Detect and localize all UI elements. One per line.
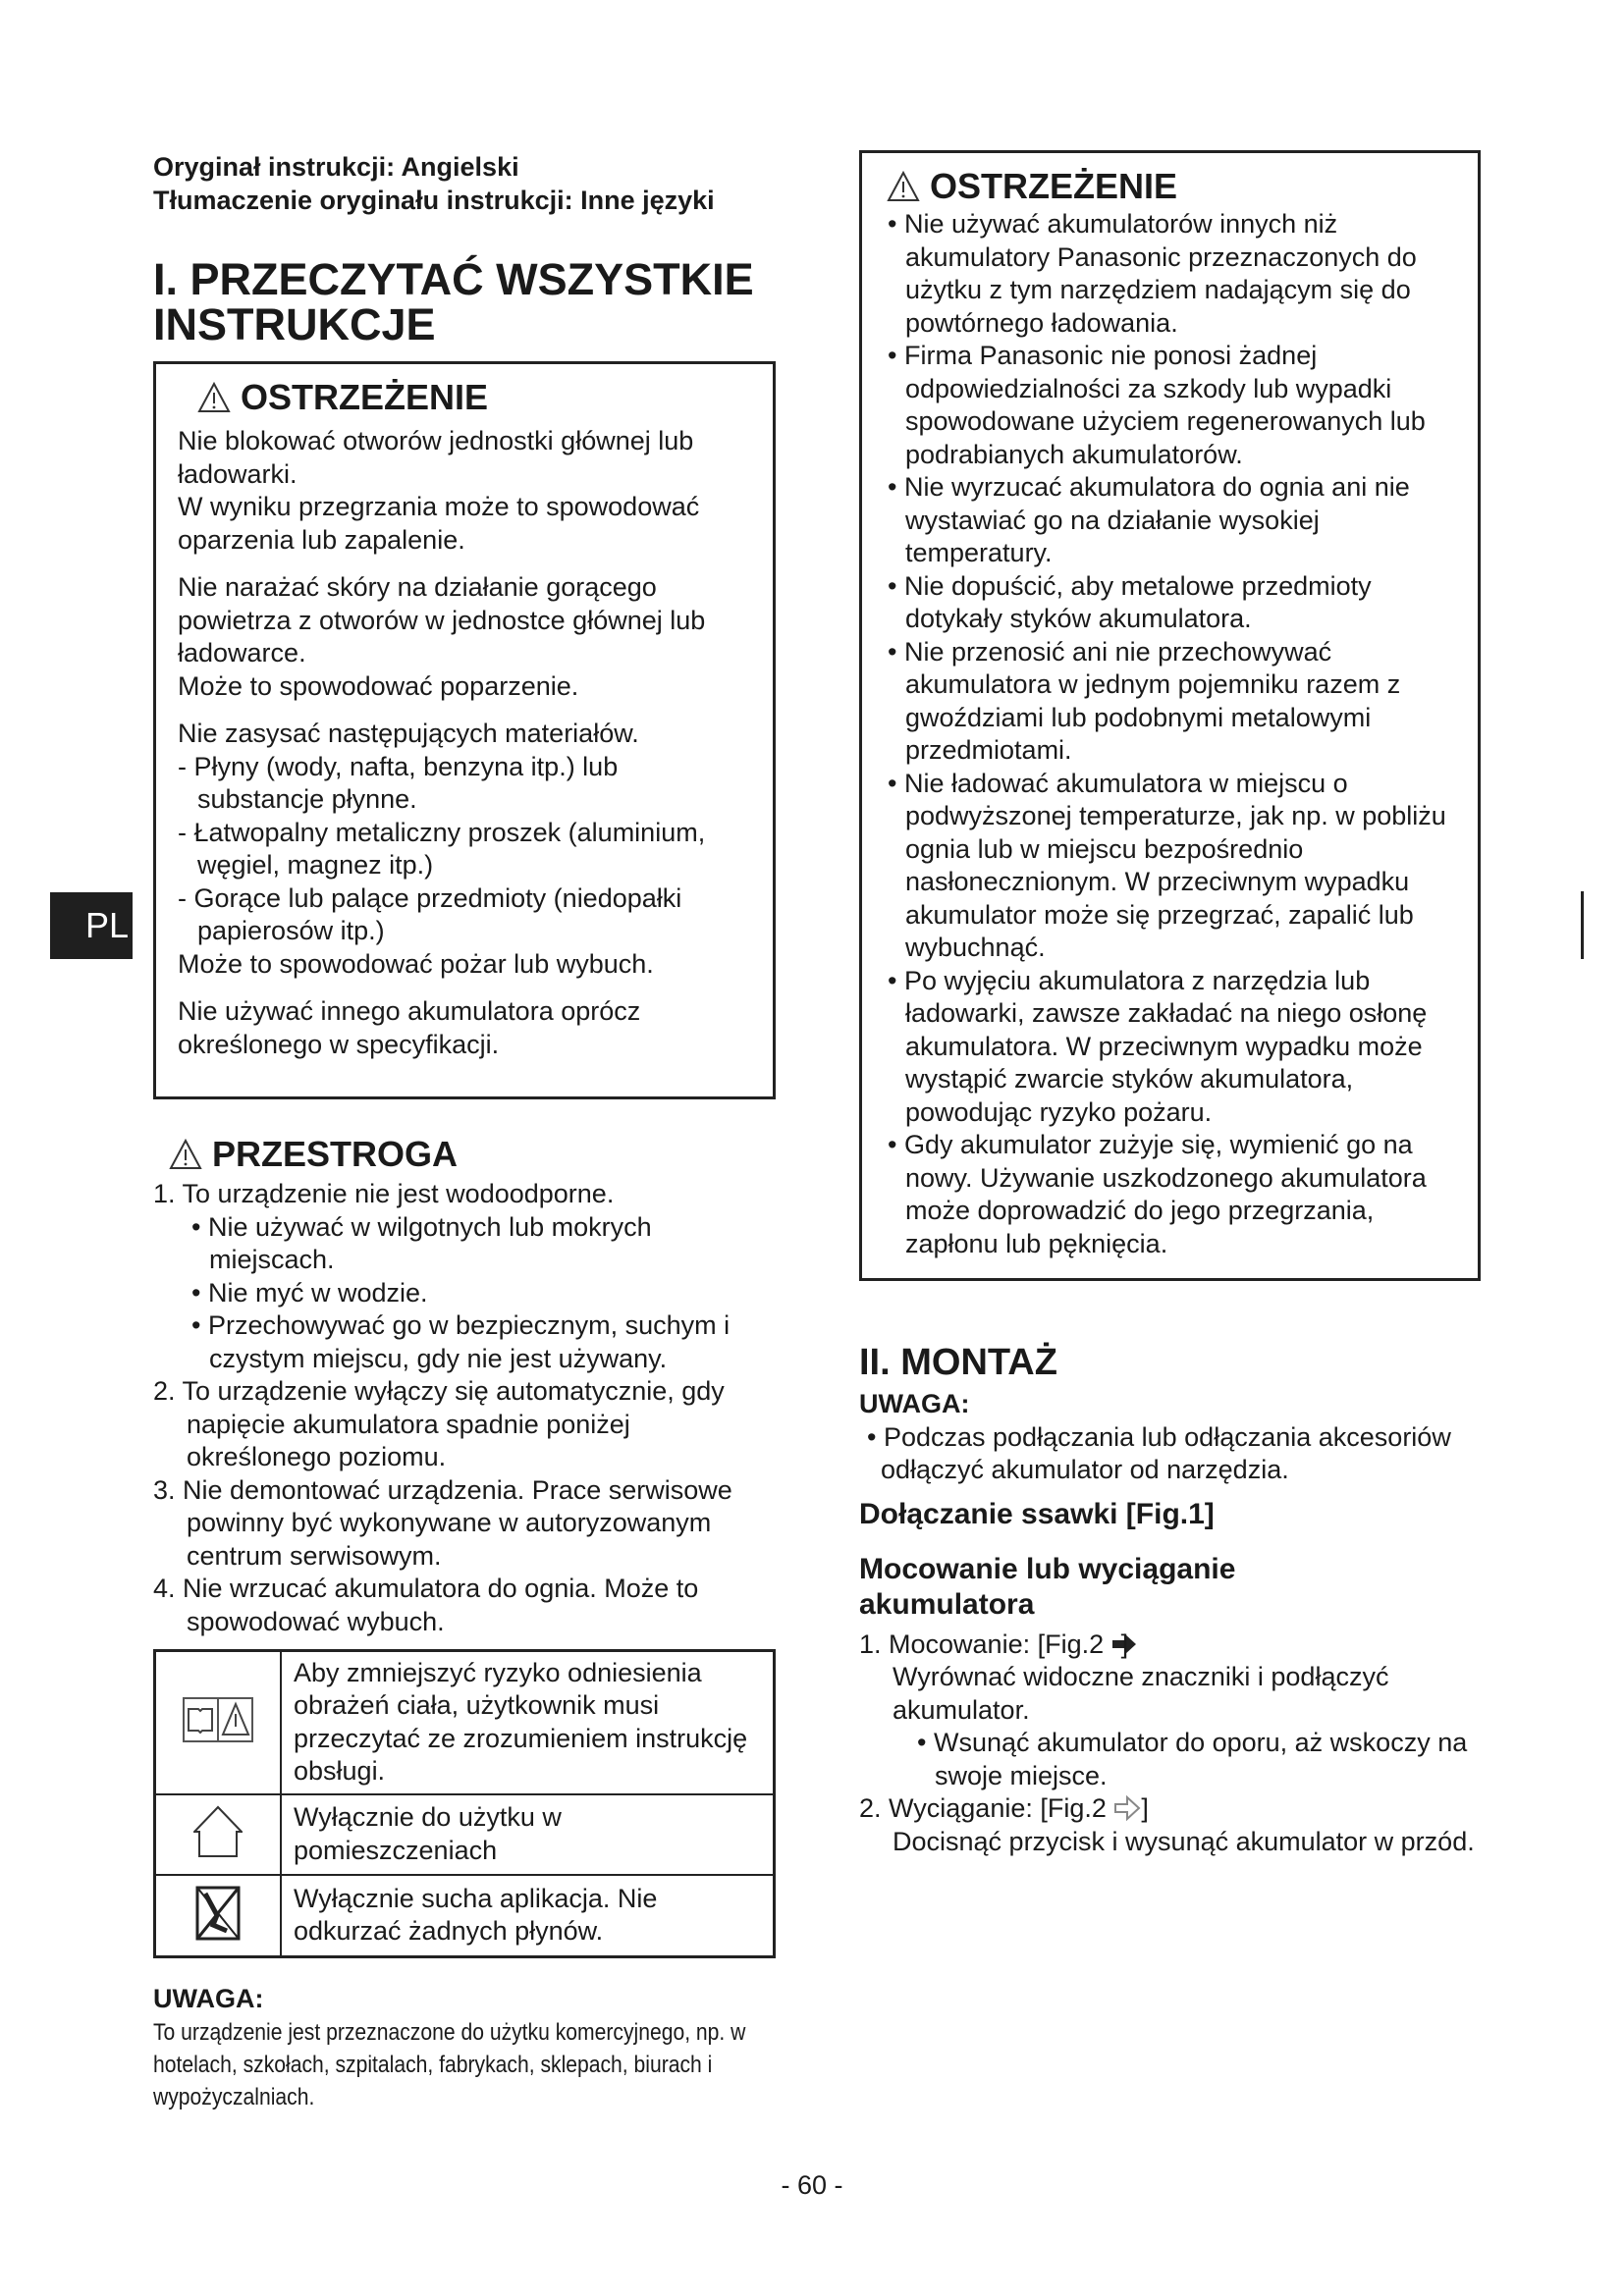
warning-item (872, 570, 1468, 636)
warning-item (872, 208, 1468, 340)
warning-paragraph (178, 718, 751, 981)
bullet: • (888, 209, 904, 239)
warning-line: - Gorące lub palące przedmioty (niedopałki papierosów itp.) (178, 882, 682, 945)
warning-box-left (153, 361, 776, 1099)
bullet: • (888, 570, 904, 601)
warning-item-text: Gdy akumulator zużyje się, wymienić go na nowy. Używanie uszkodzonego akumulatora może doprowadzić do jego przegrzania, zapłonu lub pęknięcia. (903, 1130, 1427, 1258)
warning-triangle-icon (197, 382, 231, 413)
warning-item (872, 1129, 1468, 1260)
symbols-table (153, 1649, 776, 1958)
warning-line: - Płyny (wody, nafta, benzyna itp.) lub substancje płynne. (178, 751, 619, 814)
caution-item: 2. To urządzenie wyłączy się automatycznie, gdy napięcie akumulatora spadnie poniżej określonego poziomu. (153, 1376, 725, 1471)
warning-paragraphs (178, 425, 751, 1061)
symbol-cell (155, 1794, 282, 1875)
assembly-section (859, 1341, 1488, 1858)
bullet: • (888, 636, 904, 667)
warning-line: Nie blokować otworów jednostki głównej lub ładowarki. (178, 426, 694, 489)
section-title: II. MONTAŻ (859, 1342, 1057, 1383)
translation-language: Tłumaczenie oryginału instrukcji: Inne języki (153, 186, 715, 215)
warning-item (872, 965, 1468, 1130)
margin-line (1581, 891, 1584, 959)
step-2-text: Docisnąć przycisk i wysunąć akumulator w przód. (893, 1826, 1475, 1856)
symbol-cell (155, 1651, 282, 1794)
warning-item-text: Nie wyrzucać akumulatora do ognia ani nie wystawiać go na działanie wysokiej temperatury. (903, 472, 1410, 567)
read-manual-warning-icon (183, 1697, 253, 1742)
warning-triangle-icon (169, 1139, 202, 1170)
warning-list (872, 208, 1468, 1260)
step-1: 1. Mocowanie: [Fig.2 ] (859, 1629, 1488, 1662)
language-tab: PL (50, 892, 133, 959)
step-2: 2. Wyciąganie: [Fig.2 ] (859, 1793, 1149, 1823)
subheading-nozzle: Dołączanie ssawki [Fig.1] (859, 1497, 1215, 1530)
no-liquids-icon (195, 1886, 241, 1941)
symbol-description: Wyłącznie sucha aplikacja. Nie odkurzać żadnych płynów. (281, 1875, 775, 1957)
bullet: • (888, 1130, 904, 1159)
indoor-house-icon (193, 1805, 243, 1858)
caution-section (153, 1133, 782, 1638)
warning-paragraph (178, 425, 751, 557)
warning-item (872, 768, 1468, 965)
warning-heading: OSTRZEŻENIE (887, 165, 1468, 208)
warning-heading: OSTRZEŻENIE (197, 376, 751, 419)
caution-heading: PRZESTROGA (169, 1133, 782, 1176)
note-heading: UWAGA: (859, 1389, 970, 1418)
bullet: • (888, 768, 904, 798)
caution-subitem: • Nie myć w wodzie. (191, 1277, 428, 1308)
symbol-description: Wyłącznie do użytku w pomieszczeniach (281, 1794, 775, 1875)
warning-item (872, 636, 1468, 768)
warning-line: Może to spowodować poparzenie. (178, 670, 579, 701)
table-row (155, 1794, 775, 1875)
warning-line: Nie narażać skóry na działanie gorącego powietrza z otworów w jednostce głównej lub ładowarce. (178, 572, 706, 667)
step-1-text: Wyrównać widoczne znaczniki i podłączyć akumulator. (893, 1662, 1389, 1725)
warning-item-text: Nie ładować akumulatora w miejscu o podwyższonej temperaturze, jak np. w pobliżu ognia lub w miejscu bezpośrednio nasłonecznionym. W przeciwnym wypadku akumulator może się przegrzać, zapalić lub wybuchnąć. (903, 768, 1446, 962)
warning-item-text: Po wyjęciu akumulatora z narzędzia lub ładowarki, zawsze zakładać na niego osłonę akumulatora. W przeciwnym wypadku może wystąpić zwarcie styków akumulatora, powodując ryzyko pożaru. (903, 965, 1428, 1127)
symbol-cell (155, 1875, 282, 1957)
symbol-description: Aby zmniejszyć ryzyko odniesienia obrażeń ciała, użytkownik musi przeczytać ze zrozumieniem instrukcję obsługi. (281, 1651, 775, 1794)
bullet: • (888, 965, 904, 995)
caution-subitem: • Nie używać w wilgotnych lub mokrych miejscach. (191, 1211, 652, 1274)
note-left (153, 1983, 860, 2113)
warning-item-text: Nie przenosić ani nie przechowywać akumulatora w jednym pojemniku razem z gwoździami lub podobnymi metalowymi przedmiotami. (903, 636, 1401, 765)
bullet: • (888, 341, 904, 370)
step-1-bullet: • Wsunąć akumulator do oporu, aż wskoczy na swoje miejsce. (917, 1728, 1468, 1790)
table-row (155, 1651, 775, 1794)
outline-arrow-icon (1113, 1795, 1141, 1821)
section-title: I. PRZECZYTAĆ WSZYSTKIE INSTRUKCJE (153, 254, 754, 349)
warning-triangle-icon (887, 171, 920, 202)
note-text: • Podczas podłączania lub odłączania akcesoriów odłączyć akumulator od narzędzia. (867, 1421, 1451, 1484)
caution-item: 1. To urządzenie nie jest wodoodporne. (153, 1179, 615, 1208)
warning-item-text: Firma Panasonic nie ponosi żadnej odpowiedzialności za szkody lub wypadki spowodowane użyciem regenerowanych lub podrabianych akumulatorów. (903, 341, 1426, 469)
caution-item: 4. Nie wrzucać akumulatora do ognia. Może to spowodować wybuch. (153, 1574, 699, 1636)
warning-paragraph (178, 571, 751, 703)
caution-item: 3. Nie demontować urządzenia. Prace serwisowe powinny być wykonywane w autoryzowanym centrum serwisowym. (153, 1474, 732, 1571)
table-row (155, 1875, 775, 1957)
warning-box-right (859, 150, 1481, 1281)
warning-item (872, 471, 1468, 570)
original-language: Oryginał instrukcji: Angielski (153, 152, 519, 182)
warning-line: W wyniku przegrzania może to spowodować oparzenia lub zapalenie. (178, 492, 700, 555)
warning-item-text: Nie używać akumulatorów innych niż akumulatory Panasonic przeznaczonych do użytku z tym narzędziem nadającym się do powtórnego ładowania. (903, 209, 1417, 338)
document-header (153, 150, 715, 217)
note-text: To urządzenie jest przeznaczone do użytku komercyjnego, np. w hotelach, szkołach, szpitalach, fabrykach, sklepach, biurach i wypożyczalniach. (153, 2018, 746, 2110)
warning-line: Nie zasysać następujących materiałów. (178, 719, 639, 748)
caution-subitem: • Przechowywać go w bezpiecznym, suchym i czystym miejscu, gdy nie jest używany. (191, 1310, 731, 1373)
warning-line: Może to spowodować pożar lub wybuch. (178, 948, 654, 979)
caution-list (153, 1178, 782, 1638)
warning-line: Nie używać innego akumulatora oprócz określonego w specyfikacji. (178, 996, 641, 1059)
bullet: • (888, 472, 904, 502)
page-number: - 60 - (781, 2170, 843, 2200)
warning-paragraph (178, 995, 751, 1061)
warning-item (872, 340, 1468, 471)
subheading-battery: Mocowanie lub wyciąganie akumulatora (859, 1552, 1236, 1621)
warning-item-text: Nie dopuścić, aby metalowe przedmioty dotykały styków akumulatora. (903, 570, 1372, 633)
note-heading: UWAGA: (153, 1984, 264, 2013)
warning-line: - Łatwopalny metaliczny proszek (aluminium, węgiel, magnez itp.) (178, 817, 706, 880)
